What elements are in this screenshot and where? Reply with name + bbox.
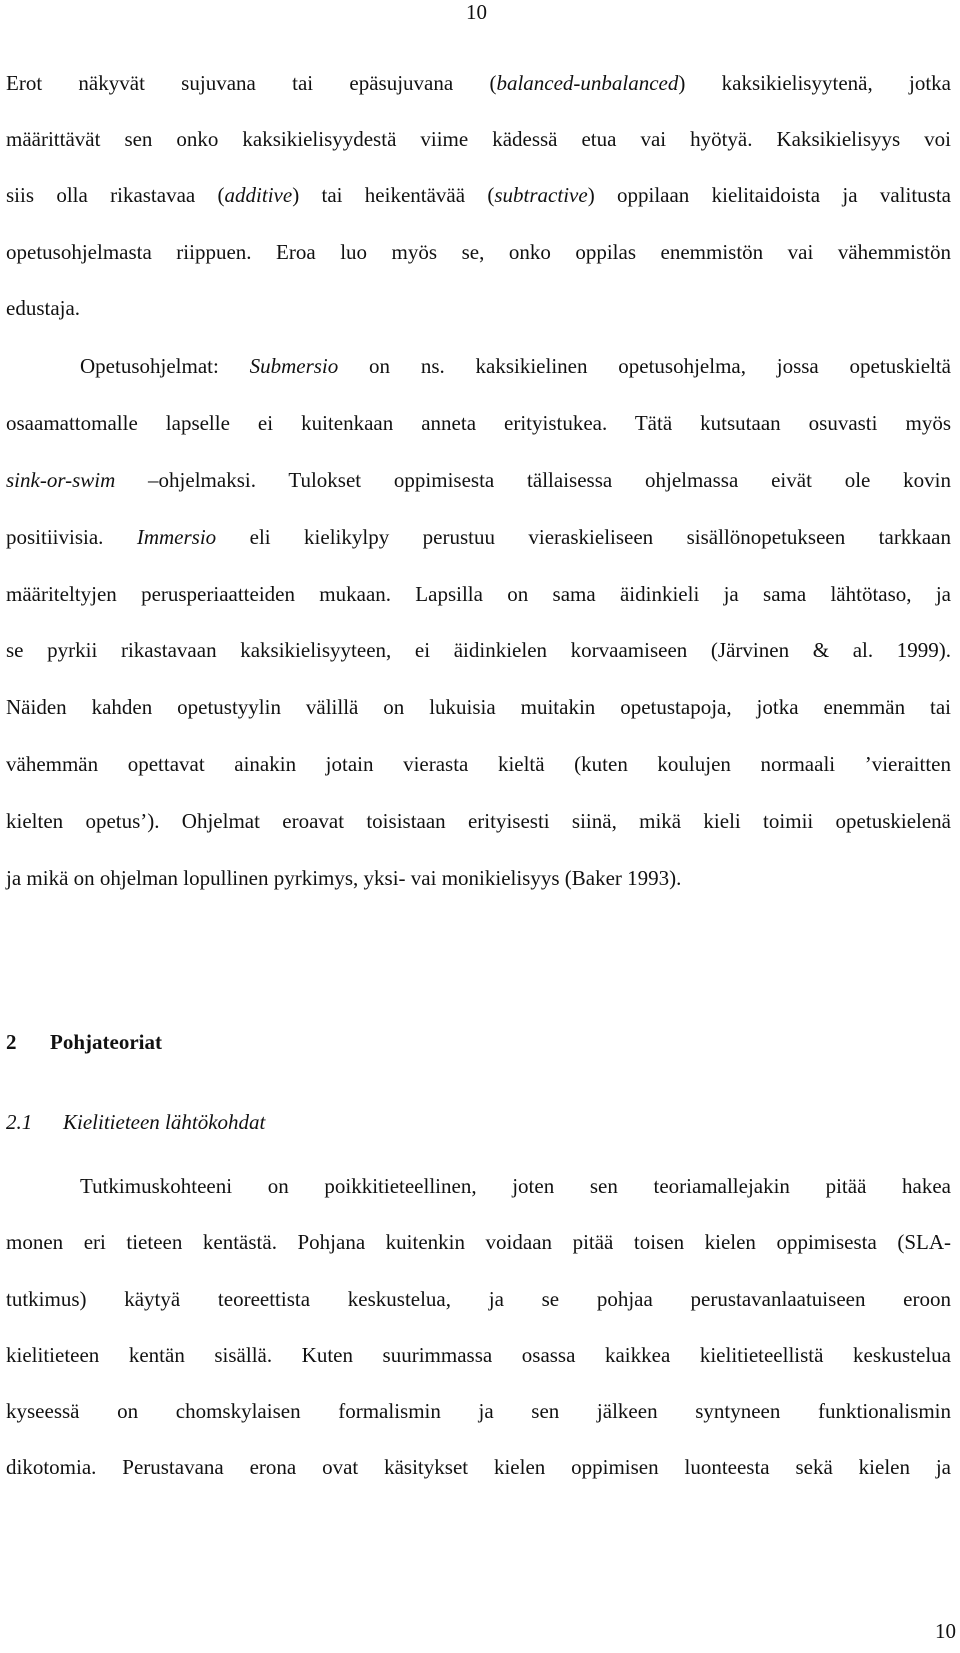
text-line: kyseessä on chomskylaisen formalismin ja sen jälkeen syntyneen funktionalismin — [6, 1399, 951, 1423]
subsection-number: 2.1 — [6, 1110, 33, 1134]
text-line: se pyrkii rikastavaan kaksikielisyyteen, ei äidinkielen korvaamiseen (Järvinen & al. 1999). — [6, 638, 951, 662]
text-line: määrittävät sen onko kaksikielisyydestä viime kädessä etua vai hyötyä. Kaksikielisyys voi — [6, 127, 951, 151]
text-line: Näiden kahden opetustyylin välillä on lukuisia muitakin opetustapoja, jotka enemmän tai — [6, 695, 951, 719]
subsection-heading — [6, 1110, 265, 1135]
text-line: ja mikä on ohjelman lopullinen pyrkimys, yksi- vai monikielisyys (Baker 1993). — [6, 866, 682, 890]
text-line: opetusohjelmasta riippuen. Eroa luo myös se, onko oppilas enemmistön vai vähemmistön — [6, 240, 951, 264]
text-line: määriteltyjen perusperiaatteiden mukaan. Lapsilla on sama äidinkieli ja sama lähtötaso, ja — [6, 582, 951, 606]
text-line: sink-or-swim –ohjelmaksi. Tulokset oppimisesta tällaisessa ohjelmassa eivät ole kovin — [6, 468, 951, 492]
text-line: vähemmän opettavat ainakin jotain vierasta kieltä (kuten koulujen normaali ’vieraitten — [6, 752, 951, 776]
text-line: siis olla rikastavaa (additive) tai heikentävää (subtractive) oppilaan kielitaidoista ja valitusta — [6, 183, 951, 207]
text-line: Opetusohjelmat: Submersio on ns. kaksikielinen opetusohjelma, jossa opetuskieltä — [80, 354, 952, 378]
text-line: kielten opetus’). Ohjelmat eroavat toisistaan erityisesti siinä, mikä kieli toimii opetuskielenä — [6, 809, 951, 833]
page-number-bottom: 10 — [935, 1619, 956, 1643]
text-line: tutkimus) käytyä teoreettista keskustelua, ja se pohjaa perustavanlaatuiseen eroon — [6, 1287, 951, 1311]
text-line: monen eri tieteen kentästä. Pohjana kuitenkin voidaan pitää toisen kielen oppimisesta (SLA- — [6, 1230, 951, 1254]
text-line: dikotomia. Perustavana erona ovat käsitykset kielen oppimisen luonteesta sekä kielen ja — [6, 1455, 951, 1479]
section-title: Pohjateoriat — [50, 1030, 162, 1054]
text-line: Erot näkyvät sujuvana tai epäsujuvana (balanced-unbalanced) kaksikielisyytenä, jotka — [6, 71, 951, 95]
subsection-title: Kielitieteen lähtökohdat — [63, 1110, 266, 1134]
text-line: edustaja. — [6, 296, 81, 320]
page-number-top: 10 — [466, 0, 487, 24]
text-line: positiivisia. Immersio eli kielikylpy perustuu vieraskieliseen sisällönopetukseen tarkkaan — [6, 525, 951, 549]
text-line: Tutkimuskohteeni on poikkitieteellinen, joten sen teoriamallejakin pitää hakea — [80, 1174, 951, 1198]
section-heading — [6, 1030, 162, 1055]
text-line: osaamattomalle lapselle ei kuitenkaan anneta erityistukea. Tätä kutsutaan osuvasti myös — [6, 411, 951, 435]
text-line: kielitieteen kentän sisällä. Kuten suurimmassa osassa kaikkea kielitieteellistä keskustelua — [6, 1343, 951, 1367]
section-number: 2 — [6, 1030, 17, 1054]
